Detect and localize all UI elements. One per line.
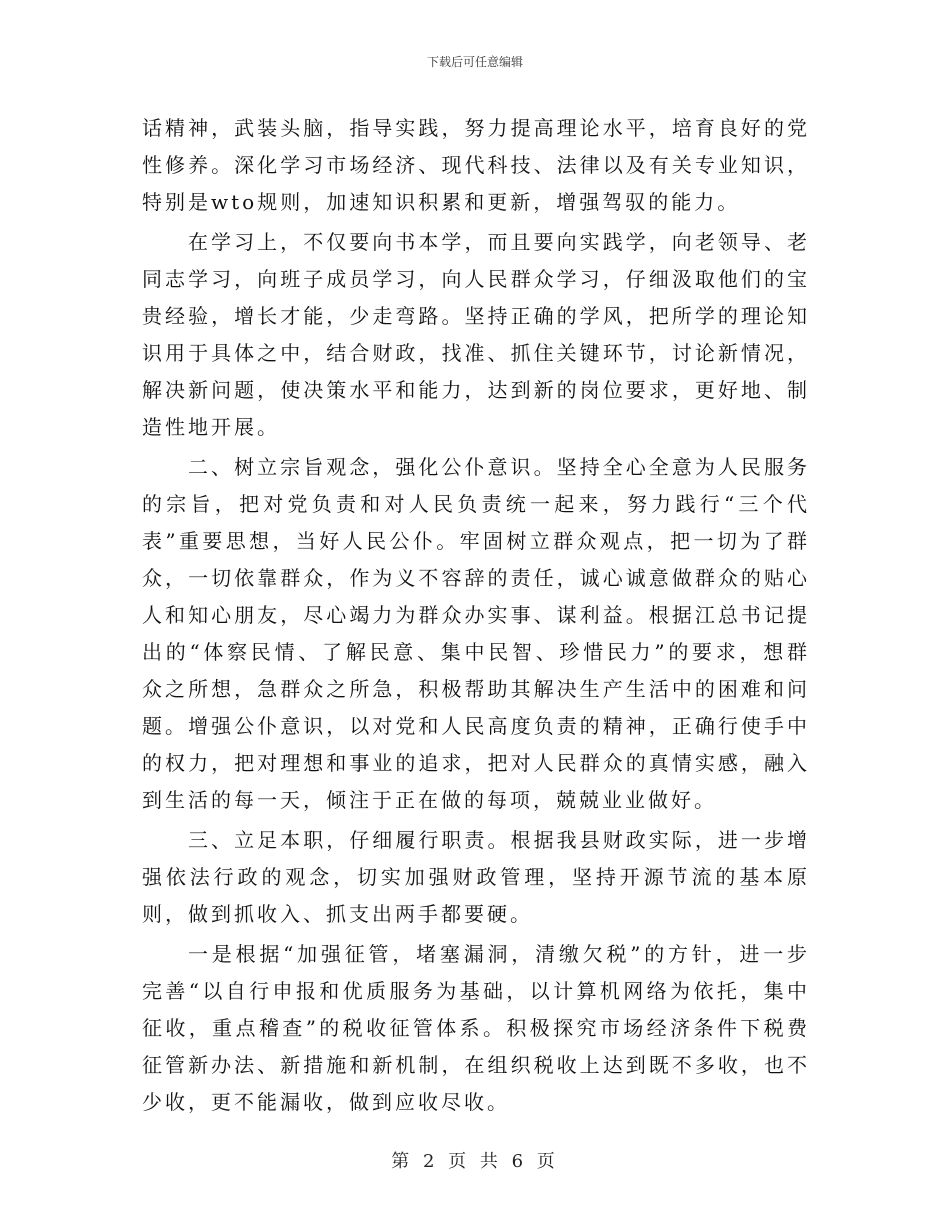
paragraph-2: 在学习上，不仅要向书本学，而且要向实践学，向老领导、老同志学习，向班子成员学习，向人民群众学习，仔细汲取他们的宝贵经验，增长才能，少走弯路。坚持正确的学风，把所学的理论知识用于具体之中，结合财政，找准、抓住关键环节，讨论新情况，解决新问题，使决策水平和能力，达到新的岗位要求，更好地、制造性地开展。 — [142, 230, 810, 439]
paragraph-4: 三、立足本职，仔细履行职责。根据我县财政实际，进一步增强依法行政的观念，切实加强财政管理，坚持开源节流的基本原则，做到抓收入、抓支出两手都要硬。 — [142, 828, 810, 926]
paragraph-5: 一是根据“加强征管，堵塞漏洞，清缴欠税”的方针，进一步完善“以自行申报和优质服务为基础，以计算机网络为依托，集中征收，重点稽查”的税收征管体系。积极探究市场经济条件下税费征管新办法、新措施和新机制，在组织税收上达到既不多收，也不少收，更不能漏收，做到应收尽收。 — [142, 942, 810, 1114]
paragraph-3: 二、树立宗旨观念，强化公仆意识。坚持全心全意为人民服务的宗旨，把对党负责和对人民负责统一起来，努力践行“三个代表”重要思想，当好人民公仆。牢固树立群众观点，把一切为了群众，一切依靠群众，作为义不容辞的责任，诚心诚意做群众的贴心人和知心朋友，尽心竭力为群众办实事、谋利益。根据江总书记提出的“体察民情、了解民意、集中民智、珍惜民力”的要求，想群众之所想，急群众之所急，积极帮助其解决生产生活中的困难和问题。增强公仆意识，以对党和人民高度负责的精神，正确行使手中的权力，把对理想和事业的追求，把对人民群众的真情实感，融入到生活的每一天，倾注于正在做的每项，兢兢业业做好。 — [142, 455, 810, 812]
document-body — [142, 110, 810, 1124]
page-number: 第 2 页 共 6 页 — [391, 1151, 559, 1172]
paragraph-1: 话精神，武装头脑，指导实践，努力提高理论水平，培育良好的党性修养。深化学习市场经济、现代科技、法律以及有关专业知识，特别是wto规则，加速知识积累和更新，增强驾驭的能力。 — [142, 116, 810, 214]
page-header: 下载后可任意编辑 — [426, 55, 523, 69]
